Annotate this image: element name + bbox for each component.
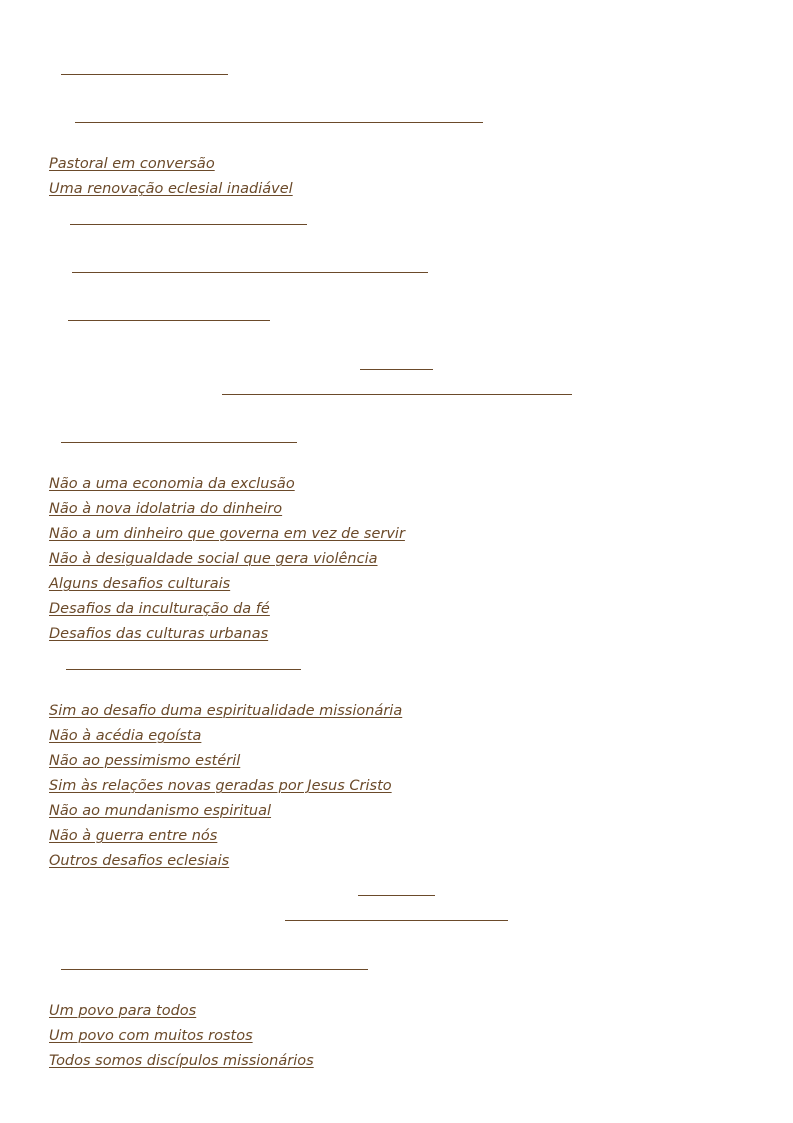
empty-link[interactable] xyxy=(75,122,483,123)
toc-link-desafios-culturais[interactable]: Alguns desafios culturais xyxy=(49,576,231,592)
toc-link-dinheiro-governa[interactable]: Não a um dinheiro que governa em vez de servir xyxy=(49,526,405,542)
toc-link-discipulos-missionarios[interactable]: Todos somos discípulos missionários xyxy=(49,1053,314,1069)
empty-link[interactable] xyxy=(61,74,228,75)
toc-link-acedia-egoista[interactable]: Não à acédia egoísta xyxy=(49,728,202,744)
toc-link-inculturacao-fe[interactable]: Desafios da inculturação da fé xyxy=(49,601,270,617)
toc-link-idolatria-dinheiro[interactable]: Não à nova idolatria do dinheiro xyxy=(49,501,283,517)
toc-link-economia-exclusao[interactable]: Não a uma economia da exclusão xyxy=(49,476,295,492)
empty-link[interactable] xyxy=(358,895,435,896)
empty-link[interactable] xyxy=(72,272,428,273)
toc-link-povo-muitos-rostos[interactable]: Um povo com muitos rostos xyxy=(49,1028,253,1044)
empty-link[interactable] xyxy=(61,442,297,443)
toc-link-pessimismo-esteril[interactable]: Não ao pessimismo estéril xyxy=(49,753,241,769)
toc-link-povo-para-todos[interactable]: Um povo para todos xyxy=(49,1003,197,1019)
empty-link[interactable] xyxy=(222,394,572,395)
empty-link[interactable] xyxy=(285,920,508,921)
empty-link[interactable] xyxy=(68,320,270,321)
empty-link[interactable] xyxy=(66,669,301,670)
toc-link-relacoes-novas[interactable]: Sim às relações novas geradas por Jesus Cristo xyxy=(49,778,392,794)
toc-link-outros-desafios[interactable]: Outros desafios eclesiais xyxy=(49,853,230,869)
toc-link-mundanismo-espiritual[interactable]: Não ao mundanismo espiritual xyxy=(49,803,272,819)
toc-link-pastoral-em-conversao[interactable]: Pastoral em conversão xyxy=(49,156,215,172)
toc-link-culturas-urbanas[interactable]: Desafios das culturas urbanas xyxy=(49,626,269,642)
empty-link[interactable] xyxy=(70,224,307,225)
empty-link[interactable] xyxy=(61,969,368,970)
toc-link-espiritualidade-missionaria[interactable]: Sim ao desafio duma espiritualidade missionária xyxy=(49,703,403,719)
empty-link[interactable] xyxy=(360,369,433,370)
toc-link-renovacao-eclesial[interactable]: Uma renovação eclesial inadiável xyxy=(49,181,293,197)
toc-link-guerra-entre-nos[interactable]: Não à guerra entre nós xyxy=(49,828,218,844)
toc-link-desigualdade-social[interactable]: Não à desigualdade social que gera violência xyxy=(49,551,378,567)
